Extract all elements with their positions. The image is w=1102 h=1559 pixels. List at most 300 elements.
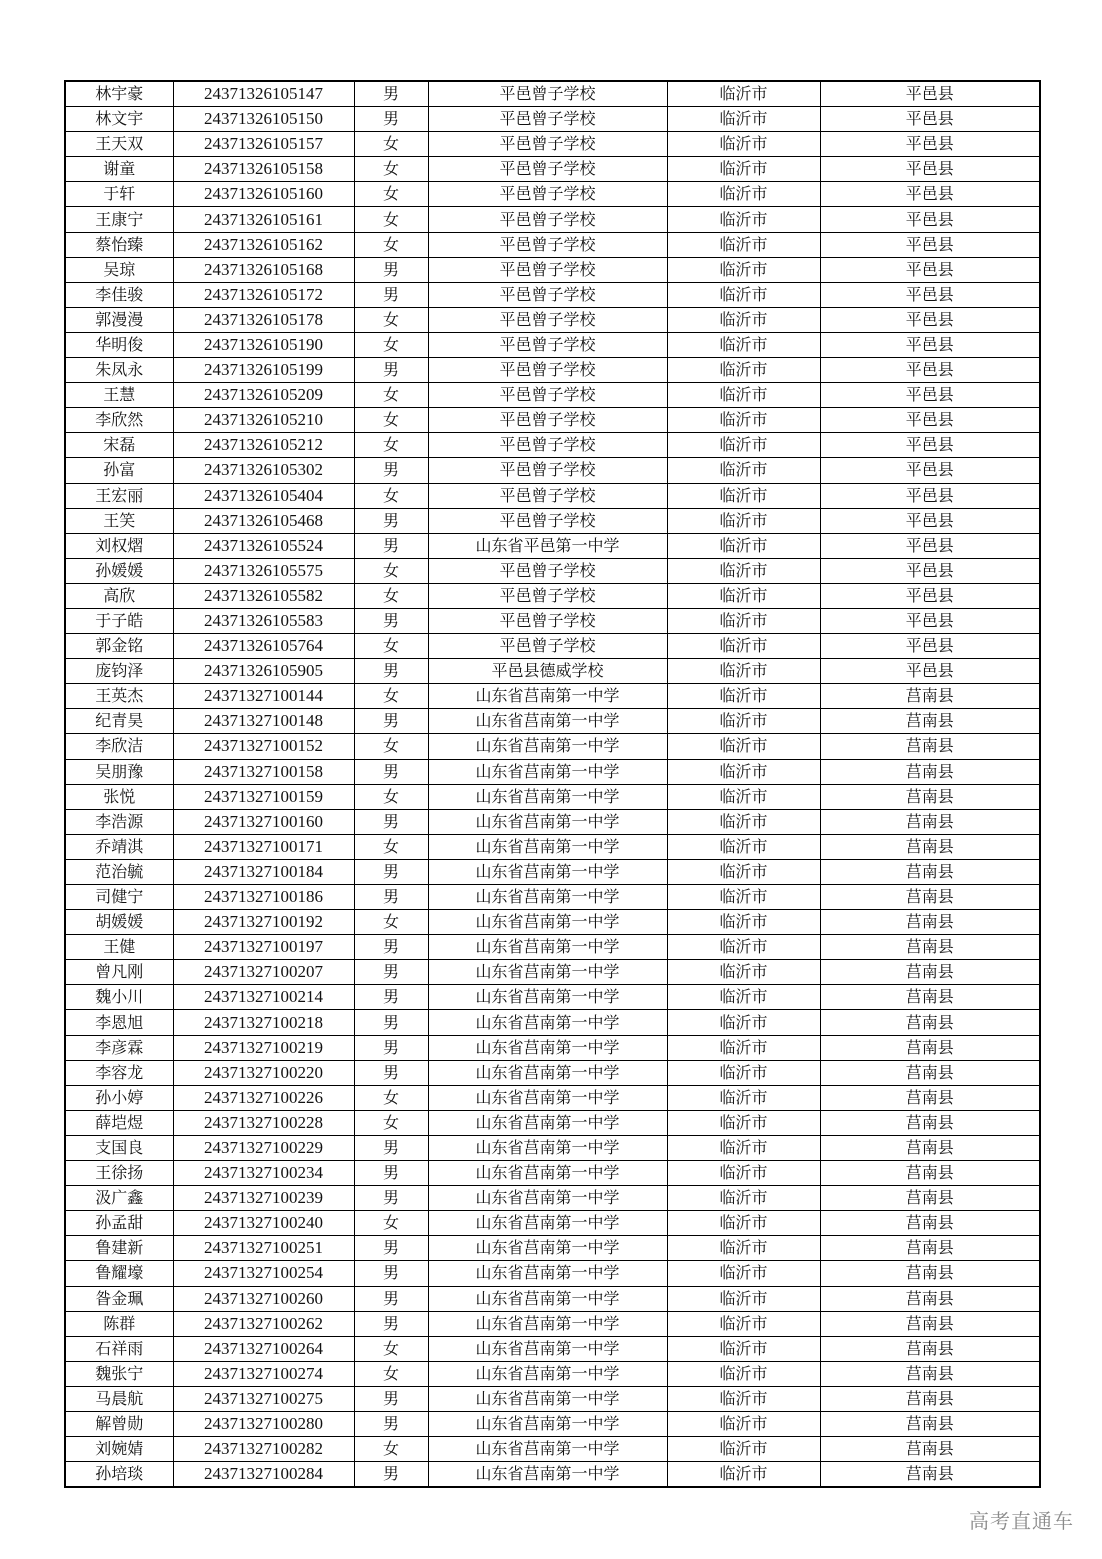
city-cell: 临沂市 xyxy=(667,483,820,508)
county-cell: 莒南县 xyxy=(820,759,1040,784)
table-row xyxy=(65,483,1040,508)
city-cell: 临沂市 xyxy=(667,734,820,759)
city-cell: 临沂市 xyxy=(667,834,820,859)
table-row xyxy=(65,834,1040,859)
school-cell: 山东省莒南第一中学 xyxy=(428,1336,667,1361)
name-cell: 陈群 xyxy=(65,1311,173,1336)
school-cell: 山东省莒南第一中学 xyxy=(428,1085,667,1110)
gender-cell: 男 xyxy=(354,960,428,985)
school-cell: 平邑曾子学校 xyxy=(428,257,667,282)
exam-id-cell: 24371327100160 xyxy=(173,809,354,834)
city-cell: 临沂市 xyxy=(667,1161,820,1186)
exam-id-cell: 24371326105583 xyxy=(173,608,354,633)
county-cell: 平邑县 xyxy=(820,81,1040,107)
exam-id-cell: 24371326105764 xyxy=(173,634,354,659)
exam-id-cell: 24371327100219 xyxy=(173,1035,354,1060)
exam-id-cell: 24371327100184 xyxy=(173,859,354,884)
county-cell: 莒南县 xyxy=(820,1361,1040,1386)
school-cell: 山东省莒南第一中学 xyxy=(428,885,667,910)
gender-cell: 男 xyxy=(354,1386,428,1411)
table-row xyxy=(65,1462,1040,1488)
name-cell: 范治毓 xyxy=(65,859,173,884)
table-row xyxy=(65,1261,1040,1286)
table-row xyxy=(65,307,1040,332)
exam-id-cell: 24371327100152 xyxy=(173,734,354,759)
school-cell: 山东省莒南第一中学 xyxy=(428,1411,667,1436)
county-cell: 平邑县 xyxy=(820,282,1040,307)
school-cell: 平邑曾子学校 xyxy=(428,81,667,107)
gender-cell: 女 xyxy=(354,583,428,608)
school-cell: 山东省莒南第一中学 xyxy=(428,1010,667,1035)
school-cell: 山东省莒南第一中学 xyxy=(428,1286,667,1311)
county-cell: 莒南县 xyxy=(820,1236,1040,1261)
exam-id-cell: 24371327100264 xyxy=(173,1336,354,1361)
school-cell: 山东省莒南第一中学 xyxy=(428,1161,667,1186)
gender-cell: 女 xyxy=(354,307,428,332)
name-cell: 解曾勋 xyxy=(65,1411,173,1436)
school-cell: 平邑曾子学校 xyxy=(428,558,667,583)
school-cell: 山东省平邑第一中学 xyxy=(428,533,667,558)
city-cell: 临沂市 xyxy=(667,207,820,232)
gender-cell: 女 xyxy=(354,132,428,157)
exam-id-cell: 24371327100148 xyxy=(173,709,354,734)
exam-id-cell: 24371327100260 xyxy=(173,1286,354,1311)
gender-cell: 男 xyxy=(354,1186,428,1211)
gender-cell: 男 xyxy=(354,709,428,734)
gender-cell: 男 xyxy=(354,659,428,684)
name-cell: 王健 xyxy=(65,935,173,960)
county-cell: 平邑县 xyxy=(820,358,1040,383)
exam-id-cell: 24371327100197 xyxy=(173,935,354,960)
school-cell: 山东省莒南第一中学 xyxy=(428,1035,667,1060)
table-row xyxy=(65,508,1040,533)
county-cell: 莒南县 xyxy=(820,1261,1040,1286)
city-cell: 临沂市 xyxy=(667,1035,820,1060)
gender-cell: 男 xyxy=(354,985,428,1010)
school-cell: 山东省莒南第一中学 xyxy=(428,1462,667,1488)
city-cell: 临沂市 xyxy=(667,282,820,307)
county-cell: 莒南县 xyxy=(820,1085,1040,1110)
gender-cell: 女 xyxy=(354,483,428,508)
county-cell: 平邑县 xyxy=(820,558,1040,583)
name-cell: 郭金铭 xyxy=(65,634,173,659)
school-cell: 山东省莒南第一中学 xyxy=(428,809,667,834)
gender-cell: 男 xyxy=(354,1286,428,1311)
gender-cell: 男 xyxy=(354,1462,428,1488)
gender-cell: 女 xyxy=(354,684,428,709)
table-row xyxy=(65,332,1040,357)
gender-cell: 女 xyxy=(354,232,428,257)
name-cell: 石祥雨 xyxy=(65,1336,173,1361)
table-row xyxy=(65,885,1040,910)
county-cell: 平邑县 xyxy=(820,232,1040,257)
school-cell: 平邑曾子学校 xyxy=(428,433,667,458)
county-cell: 平邑县 xyxy=(820,659,1040,684)
school-cell: 平邑曾子学校 xyxy=(428,207,667,232)
table-row xyxy=(65,1236,1040,1261)
gender-cell: 男 xyxy=(354,257,428,282)
county-cell: 平邑县 xyxy=(820,182,1040,207)
city-cell: 临沂市 xyxy=(667,1060,820,1085)
county-cell: 平邑县 xyxy=(820,458,1040,483)
table-row xyxy=(65,608,1040,633)
exam-id-cell: 24371327100144 xyxy=(173,684,354,709)
gender-cell: 女 xyxy=(354,157,428,182)
county-cell: 莒南县 xyxy=(820,1211,1040,1236)
table-row xyxy=(65,734,1040,759)
county-cell: 莒南县 xyxy=(820,1437,1040,1462)
gender-cell: 男 xyxy=(354,809,428,834)
table-row xyxy=(65,1110,1040,1135)
school-cell: 山东省莒南第一中学 xyxy=(428,684,667,709)
city-cell: 临沂市 xyxy=(667,1361,820,1386)
exam-id-cell: 24371326105209 xyxy=(173,383,354,408)
exam-id-cell: 24371326105582 xyxy=(173,583,354,608)
name-cell: 孙孟甜 xyxy=(65,1211,173,1236)
county-cell: 平邑县 xyxy=(820,132,1040,157)
school-cell: 平邑曾子学校 xyxy=(428,157,667,182)
table-row xyxy=(65,1060,1040,1085)
exam-id-cell: 24371327100284 xyxy=(173,1462,354,1488)
city-cell: 临沂市 xyxy=(667,1085,820,1110)
exam-id-cell: 24371326105212 xyxy=(173,433,354,458)
county-cell: 莒南县 xyxy=(820,1060,1040,1085)
city-cell: 临沂市 xyxy=(667,1010,820,1035)
county-cell: 平邑县 xyxy=(820,583,1040,608)
exam-id-cell: 24371326105210 xyxy=(173,408,354,433)
gender-cell: 男 xyxy=(354,1261,428,1286)
school-cell: 平邑县德威学校 xyxy=(428,659,667,684)
county-cell: 莒南县 xyxy=(820,1462,1040,1488)
table-row xyxy=(65,1411,1040,1436)
city-cell: 临沂市 xyxy=(667,1261,820,1286)
name-cell: 郭漫漫 xyxy=(65,307,173,332)
gender-cell: 男 xyxy=(354,81,428,107)
table-row xyxy=(65,1311,1040,1336)
table-row xyxy=(65,1135,1040,1160)
table-row xyxy=(65,282,1040,307)
table-row xyxy=(65,1211,1040,1236)
county-cell: 莒南县 xyxy=(820,1035,1040,1060)
gender-cell: 男 xyxy=(354,759,428,784)
name-cell: 刘权熠 xyxy=(65,533,173,558)
name-cell: 于子皓 xyxy=(65,608,173,633)
city-cell: 临沂市 xyxy=(667,1286,820,1311)
gender-cell: 男 xyxy=(354,859,428,884)
city-cell: 临沂市 xyxy=(667,157,820,182)
city-cell: 临沂市 xyxy=(667,1186,820,1211)
county-cell: 莒南县 xyxy=(820,1110,1040,1135)
city-cell: 临沂市 xyxy=(667,81,820,107)
school-cell: 山东省莒南第一中学 xyxy=(428,734,667,759)
city-cell: 临沂市 xyxy=(667,558,820,583)
city-cell: 临沂市 xyxy=(667,659,820,684)
table-row xyxy=(65,207,1040,232)
exam-id-cell: 24371327100226 xyxy=(173,1085,354,1110)
city-cell: 临沂市 xyxy=(667,608,820,633)
name-cell: 李欣洁 xyxy=(65,734,173,759)
exam-id-cell: 24371326105905 xyxy=(173,659,354,684)
name-cell: 薛垲煜 xyxy=(65,1110,173,1135)
gender-cell: 女 xyxy=(354,207,428,232)
gender-cell: 女 xyxy=(354,734,428,759)
gender-cell: 男 xyxy=(354,1135,428,1160)
exam-id-cell: 24371327100229 xyxy=(173,1135,354,1160)
name-cell: 马晨航 xyxy=(65,1386,173,1411)
city-cell: 临沂市 xyxy=(667,458,820,483)
table-row xyxy=(65,1186,1040,1211)
exam-id-cell: 24371326105160 xyxy=(173,182,354,207)
exam-id-cell: 24371326105190 xyxy=(173,332,354,357)
school-cell: 平邑曾子学校 xyxy=(428,332,667,357)
table-row xyxy=(65,1336,1040,1361)
city-cell: 临沂市 xyxy=(667,759,820,784)
table-row xyxy=(65,910,1040,935)
table-row xyxy=(65,809,1040,834)
name-cell: 王天双 xyxy=(65,132,173,157)
school-cell: 山东省莒南第一中学 xyxy=(428,935,667,960)
city-cell: 临沂市 xyxy=(667,784,820,809)
exam-id-cell: 24371327100240 xyxy=(173,1211,354,1236)
school-cell: 山东省莒南第一中学 xyxy=(428,985,667,1010)
exam-id-cell: 24371326105168 xyxy=(173,257,354,282)
school-cell: 平邑曾子学校 xyxy=(428,383,667,408)
table-row xyxy=(65,358,1040,383)
school-cell: 平邑曾子学校 xyxy=(428,232,667,257)
name-cell: 王宏丽 xyxy=(65,483,173,508)
county-cell: 莒南县 xyxy=(820,834,1040,859)
gender-cell: 女 xyxy=(354,433,428,458)
gender-cell: 女 xyxy=(354,634,428,659)
city-cell: 临沂市 xyxy=(667,935,820,960)
table-row xyxy=(65,257,1040,282)
name-cell: 孙媛媛 xyxy=(65,558,173,583)
name-cell: 昝金珮 xyxy=(65,1286,173,1311)
name-cell: 谢童 xyxy=(65,157,173,182)
table-row xyxy=(65,985,1040,1010)
county-cell: 莒南县 xyxy=(820,709,1040,734)
name-cell: 魏小川 xyxy=(65,985,173,1010)
name-cell: 李恩旭 xyxy=(65,1010,173,1035)
gender-cell: 男 xyxy=(354,1035,428,1060)
name-cell: 高欣 xyxy=(65,583,173,608)
city-cell: 临沂市 xyxy=(667,885,820,910)
table-row xyxy=(65,960,1040,985)
school-cell: 平邑曾子学校 xyxy=(428,508,667,533)
city-cell: 临沂市 xyxy=(667,1336,820,1361)
gender-cell: 男 xyxy=(354,608,428,633)
table-row xyxy=(65,383,1040,408)
table-row xyxy=(65,132,1040,157)
name-cell: 华明俊 xyxy=(65,332,173,357)
name-cell: 李欣然 xyxy=(65,408,173,433)
school-cell: 山东省莒南第一中学 xyxy=(428,1261,667,1286)
exam-id-cell: 24371326105150 xyxy=(173,107,354,132)
name-cell: 张悦 xyxy=(65,784,173,809)
name-cell: 王慧 xyxy=(65,383,173,408)
exam-id-cell: 24371327100186 xyxy=(173,885,354,910)
city-cell: 临沂市 xyxy=(667,684,820,709)
name-cell: 刘婉婧 xyxy=(65,1437,173,1462)
county-cell: 平邑县 xyxy=(820,157,1040,182)
city-cell: 临沂市 xyxy=(667,307,820,332)
city-cell: 临沂市 xyxy=(667,358,820,383)
city-cell: 临沂市 xyxy=(667,859,820,884)
city-cell: 临沂市 xyxy=(667,332,820,357)
name-cell: 纪青昊 xyxy=(65,709,173,734)
exam-id-cell: 24371327100254 xyxy=(173,1261,354,1286)
county-cell: 莒南县 xyxy=(820,985,1040,1010)
table-row xyxy=(65,1010,1040,1035)
name-cell: 鲁耀壕 xyxy=(65,1261,173,1286)
name-cell: 蔡怡臻 xyxy=(65,232,173,257)
name-cell: 王英杰 xyxy=(65,684,173,709)
county-cell: 平邑县 xyxy=(820,634,1040,659)
name-cell: 于轩 xyxy=(65,182,173,207)
exam-id-cell: 24371327100171 xyxy=(173,834,354,859)
county-cell: 平邑县 xyxy=(820,408,1040,433)
school-cell: 山东省莒南第一中学 xyxy=(428,1437,667,1462)
city-cell: 临沂市 xyxy=(667,533,820,558)
table-row xyxy=(65,558,1040,583)
gender-cell: 女 xyxy=(354,1336,428,1361)
name-cell: 林文宇 xyxy=(65,107,173,132)
name-cell: 林宇豪 xyxy=(65,81,173,107)
exam-id-cell: 24371327100239 xyxy=(173,1186,354,1211)
city-cell: 临沂市 xyxy=(667,1135,820,1160)
exam-id-cell: 24371327100282 xyxy=(173,1437,354,1462)
gender-cell: 女 xyxy=(354,558,428,583)
table-row xyxy=(65,1035,1040,1060)
gender-cell: 女 xyxy=(354,383,428,408)
county-cell: 平邑县 xyxy=(820,483,1040,508)
table-row xyxy=(65,684,1040,709)
exam-id-cell: 24371326105468 xyxy=(173,508,354,533)
county-cell: 莒南县 xyxy=(820,1186,1040,1211)
school-cell: 山东省莒南第一中学 xyxy=(428,759,667,784)
city-cell: 临沂市 xyxy=(667,1311,820,1336)
county-cell: 莒南县 xyxy=(820,809,1040,834)
name-cell: 鲁建新 xyxy=(65,1236,173,1261)
name-cell: 曾凡刚 xyxy=(65,960,173,985)
exam-id-cell: 24371327100192 xyxy=(173,910,354,935)
name-cell: 孙培琰 xyxy=(65,1462,173,1488)
county-cell: 莒南县 xyxy=(820,1386,1040,1411)
gender-cell: 男 xyxy=(354,533,428,558)
name-cell: 胡媛媛 xyxy=(65,910,173,935)
city-cell: 临沂市 xyxy=(667,910,820,935)
exam-id-cell: 24371326105199 xyxy=(173,358,354,383)
county-cell: 莒南县 xyxy=(820,910,1040,935)
table-row xyxy=(65,1437,1040,1462)
city-cell: 临沂市 xyxy=(667,1211,820,1236)
city-cell: 临沂市 xyxy=(667,985,820,1010)
roster-body xyxy=(65,81,1040,1487)
school-cell: 平邑曾子学校 xyxy=(428,458,667,483)
name-cell: 乔靖淇 xyxy=(65,834,173,859)
gender-cell: 男 xyxy=(354,107,428,132)
school-cell: 平邑曾子学校 xyxy=(428,107,667,132)
county-cell: 莒南县 xyxy=(820,935,1040,960)
county-cell: 莒南县 xyxy=(820,885,1040,910)
city-cell: 临沂市 xyxy=(667,809,820,834)
school-cell: 山东省莒南第一中学 xyxy=(428,784,667,809)
name-cell: 孙小婷 xyxy=(65,1085,173,1110)
exam-id-cell: 24371327100159 xyxy=(173,784,354,809)
gender-cell: 女 xyxy=(354,784,428,809)
gender-cell: 女 xyxy=(354,182,428,207)
name-cell: 魏张宁 xyxy=(65,1361,173,1386)
table-row xyxy=(65,81,1040,107)
city-cell: 临沂市 xyxy=(667,232,820,257)
county-cell: 莒南县 xyxy=(820,684,1040,709)
school-cell: 平邑曾子学校 xyxy=(428,307,667,332)
name-cell: 吴琼 xyxy=(65,257,173,282)
school-cell: 山东省莒南第一中学 xyxy=(428,1361,667,1386)
name-cell: 李容龙 xyxy=(65,1060,173,1085)
table-row xyxy=(65,859,1040,884)
gender-cell: 男 xyxy=(354,1060,428,1085)
county-cell: 莒南县 xyxy=(820,960,1040,985)
table-row xyxy=(65,433,1040,458)
school-cell: 山东省莒南第一中学 xyxy=(428,1135,667,1160)
school-cell: 山东省莒南第一中学 xyxy=(428,1186,667,1211)
county-cell: 平邑县 xyxy=(820,383,1040,408)
city-cell: 临沂市 xyxy=(667,1462,820,1488)
school-cell: 平邑曾子学校 xyxy=(428,608,667,633)
table-row xyxy=(65,1386,1040,1411)
county-cell: 莒南县 xyxy=(820,859,1040,884)
city-cell: 临沂市 xyxy=(667,433,820,458)
exam-id-cell: 24371326105157 xyxy=(173,132,354,157)
exam-id-cell: 24371326105147 xyxy=(173,81,354,107)
county-cell: 平邑县 xyxy=(820,307,1040,332)
city-cell: 临沂市 xyxy=(667,960,820,985)
exam-id-cell: 24371327100158 xyxy=(173,759,354,784)
county-cell: 平邑县 xyxy=(820,207,1040,232)
table-row xyxy=(65,784,1040,809)
county-cell: 莒南县 xyxy=(820,784,1040,809)
roster-table xyxy=(64,80,1041,1488)
county-cell: 平邑县 xyxy=(820,107,1040,132)
table-row xyxy=(65,583,1040,608)
table-row xyxy=(65,182,1040,207)
city-cell: 临沂市 xyxy=(667,709,820,734)
county-cell: 莒南县 xyxy=(820,1336,1040,1361)
city-cell: 临沂市 xyxy=(667,383,820,408)
exam-id-cell: 24371327100214 xyxy=(173,985,354,1010)
gender-cell: 男 xyxy=(354,282,428,307)
gender-cell: 男 xyxy=(354,1311,428,1336)
school-cell: 平邑曾子学校 xyxy=(428,132,667,157)
table-row xyxy=(65,408,1040,433)
watermark-text: 高考直通车 xyxy=(969,1509,1074,1533)
city-cell: 临沂市 xyxy=(667,257,820,282)
county-cell: 莒南县 xyxy=(820,1161,1040,1186)
exam-id-cell: 24371326105162 xyxy=(173,232,354,257)
exam-id-cell: 24371326105158 xyxy=(173,157,354,182)
name-cell: 汲广鑫 xyxy=(65,1186,173,1211)
county-cell: 莒南县 xyxy=(820,734,1040,759)
gender-cell: 女 xyxy=(354,1110,428,1135)
city-cell: 临沂市 xyxy=(667,182,820,207)
school-cell: 山东省莒南第一中学 xyxy=(428,1386,667,1411)
name-cell: 李彦霖 xyxy=(65,1035,173,1060)
city-cell: 临沂市 xyxy=(667,1411,820,1436)
name-cell: 支国良 xyxy=(65,1135,173,1160)
name-cell: 宋磊 xyxy=(65,433,173,458)
city-cell: 临沂市 xyxy=(667,408,820,433)
